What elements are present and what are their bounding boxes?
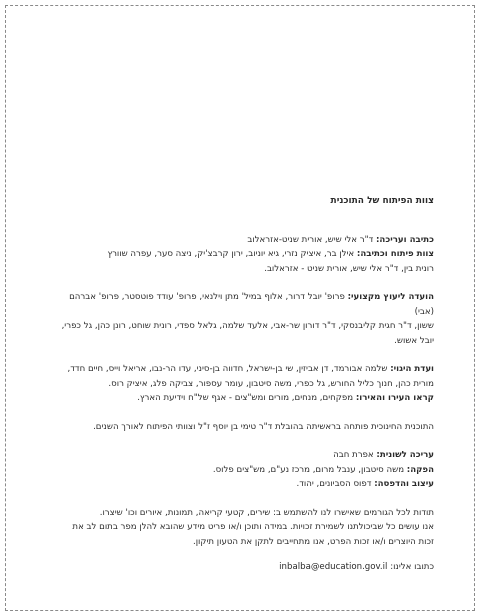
production-label: הפקה: bbox=[406, 464, 434, 475]
credits-content bbox=[48, 194, 434, 575]
steering-label: ועדת היגוי: bbox=[390, 364, 434, 374]
thanks-line-2: אנו עושים כל שביכולתנו לשמירת זכויות. במידה ותוכן ו/או פריט מידע שהובא להלן מפר בתום לב את bbox=[72, 522, 434, 532]
production-value: משה סיטבון, ענבל מרום, מרכז נע"ם, מש"צים פלוס. bbox=[212, 464, 405, 475]
writing-editing-line bbox=[48, 233, 434, 248]
advisory-line-3: יובל אשוש. bbox=[394, 335, 434, 346]
steering-line-2: מורית כהן, חנוך כליל החורש, גל כפרי, משה סיטבון, עומר עספור, צביקה פלג, איציק רוס. bbox=[108, 378, 434, 389]
reviewers-value: מפקחים, מנחים, מורים ומש"צים - אגף של"ח וידיעת הארץ. bbox=[137, 393, 354, 403]
steering-value-1: שלמה אבורמד, דן אביזין, שי בן-ישראל, חדווה בן-סיני, עדו הר-נבו, אריאל וייס, חיים חדד, bbox=[67, 364, 388, 374]
page-title: צוות הפיתוח של התוכנית bbox=[330, 196, 434, 206]
dev-team-value: אילן בר, איציק נזרי, גיא יוניוב, ירון קרבצ'יק, ניצה סער, עפרה שוורץ bbox=[107, 249, 355, 259]
steering-line-1 bbox=[48, 362, 434, 377]
writing-editing-value: ד"ר אלי שיש, אורית שניט-אזראלוב bbox=[247, 234, 374, 245]
dev-team-line-2: רונית בין, ד"ר אלי שיש, אורית שניט - אזראלוב. bbox=[264, 263, 434, 274]
program-statement: התוכנית החינוכית פותחה בראשיתה בהובלת ד"ר טימי בן יוסף ז"ל וצוותי הפיתוח לאורך השנים. bbox=[93, 421, 434, 432]
production-line bbox=[48, 463, 434, 478]
reviewers-line bbox=[48, 391, 434, 406]
dev-team-label: צוות פיתוח וכתיבה: bbox=[356, 249, 434, 259]
advisory-line-2: ששון, ד"ר חגית קליבנסקי, ד"ר דורון שר-אבי, אלעד שלמה, גלאל ספדי, רונית שוחט, רונן כהן, גל כפרי, bbox=[61, 321, 434, 331]
design-value: דפוס הסביונים, יהוד. bbox=[296, 479, 372, 489]
contact-label: כתובו אלינו: bbox=[390, 562, 434, 572]
contact-line bbox=[48, 560, 434, 575]
thanks-line-3: זכות היוצרים ו/או זכות הפרט, אנו מתחייבים לתקן את הטעון תיקון. bbox=[192, 536, 434, 547]
language-editing-label: עריכה לשונית: bbox=[376, 450, 434, 460]
reviewers-label: קראו העירו והאירו: bbox=[355, 393, 434, 403]
document-page bbox=[5, 5, 475, 611]
language-editing-line bbox=[48, 448, 434, 463]
design-label: עיצוב והדפסה: bbox=[374, 479, 434, 489]
advisory-label: הועדה ליעוץ מקצועי: bbox=[347, 292, 434, 302]
design-line bbox=[48, 477, 434, 492]
writing-editing-label: כתיבה ועריכה: bbox=[376, 234, 434, 245]
advisory-line-1 bbox=[48, 290, 434, 319]
advisory-value-1: פרופ' יובל דרור, אלוף במיל' מתן וילנאי, פרופ' עודד פוטסטר, פרופ' אברהם (אבי) bbox=[69, 292, 434, 317]
language-editing-value: אפרת חבה bbox=[333, 450, 374, 460]
dev-team-line bbox=[48, 247, 434, 262]
thanks-line-1: תודות לכל הגורמים שאישרו לנו להשתמש ב: שירים, קטעי קריאה, תמונות, איורים וכו' שיצרו. bbox=[99, 507, 434, 518]
contact-email-link[interactable]: inbalba@education.gov.il bbox=[279, 562, 388, 572]
